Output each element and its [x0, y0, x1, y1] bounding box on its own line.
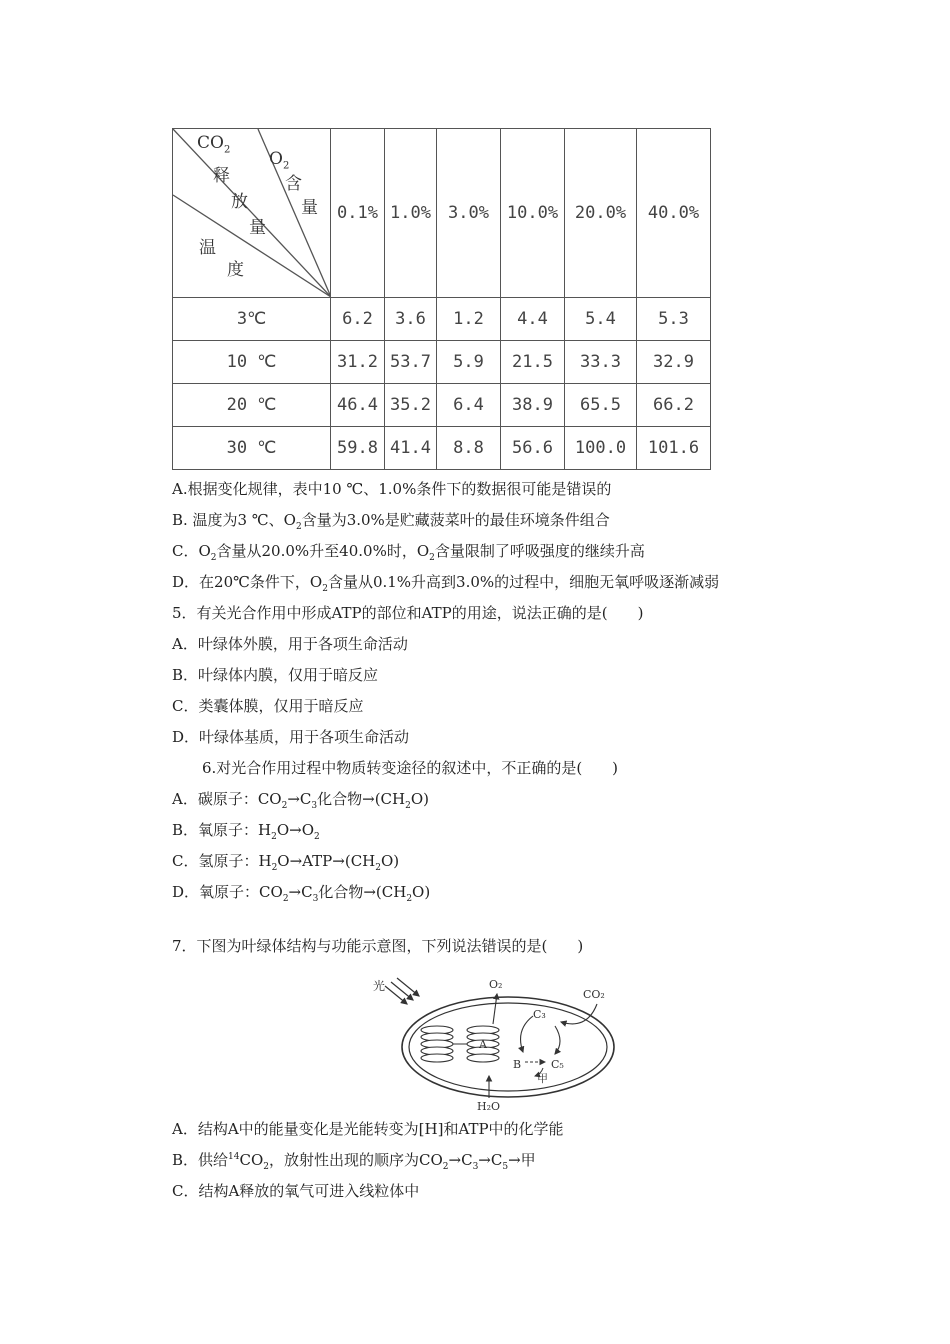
q6-option-c: C．氢原子：$H_2O\to ATP\to(CH_2O)$	[172, 852, 400, 873]
label-a: A	[479, 1038, 487, 1051]
corner-wen: 温	[199, 238, 216, 258]
label-o2: O₂	[489, 978, 503, 991]
table-cell: 59.8	[331, 427, 385, 470]
corner-o2: $O_2$	[269, 149, 290, 172]
o2-arrow	[493, 994, 497, 1024]
column-header: 40.0%	[637, 129, 711, 298]
corner-co2: $CO_2$	[197, 133, 231, 156]
table-row	[173, 341, 711, 384]
table-cell: 21.5	[501, 341, 565, 384]
column-header: 3.0%	[437, 129, 501, 298]
q4-option-a: A.根据变化规律，表中10 ℃、1.0%条件下的数据很可能是错误的	[172, 480, 612, 498]
granum-left	[421, 1026, 453, 1062]
table-cell: 41.4	[385, 427, 437, 470]
label-jia: 甲	[537, 1072, 548, 1085]
column-header: 0.1%	[331, 129, 385, 298]
row-temp: 3℃	[173, 298, 331, 341]
q7-stem: 7．下图为叶绿体结构与功能示意图，下列说法错误的是( )	[172, 937, 584, 955]
table-header-row	[173, 129, 711, 298]
table-cell: 5.9	[437, 341, 501, 384]
light-arrows	[385, 978, 419, 1004]
table-cell: 35.2	[385, 384, 437, 427]
q4-option-d: D．在20℃条件下，$O_2$含量从0.1%升高到3.0%的过程中，细胞无氧呼吸逐渐减弱	[172, 573, 720, 594]
table-cell: 33.3	[565, 341, 637, 384]
column-header: 20.0%	[565, 129, 637, 298]
table-cell: 65.5	[565, 384, 637, 427]
label-b: B	[513, 1058, 522, 1071]
table-cell: 6.2	[331, 298, 385, 341]
q7-option-b: B．供给$^{14}CO_2$，放射性出现的顺序为$CO_2\to C_3\to C_5\to$甲	[172, 1151, 536, 1172]
table-row	[173, 427, 711, 470]
c3-to-a-arrow	[521, 1016, 533, 1052]
column-header: 1.0%	[385, 129, 437, 298]
table-cell: 4.4	[501, 298, 565, 341]
corner-fang: 放	[231, 192, 248, 212]
table-cell: 101.6	[637, 427, 711, 470]
q4-option-b: B. 温度为3 ℃、$O_2$含量为3.0%是贮藏菠菜叶的最佳环境条件组合	[172, 511, 610, 532]
table-corner-cell	[173, 129, 331, 298]
table-cell: 6.4	[437, 384, 501, 427]
table-cell: 31.2	[331, 341, 385, 384]
label-h2o: H₂O	[477, 1100, 501, 1112]
table-cell: 100.0	[565, 427, 637, 470]
q4-option-c: C．$O_2$含量从20.0%升至40.0%时，$O_2$含量限制了呼吸强度的继续升高	[172, 542, 645, 563]
corner-liang2: 量	[301, 198, 318, 218]
corner-shi: 释	[213, 166, 230, 186]
table-cell: 32.9	[637, 341, 711, 384]
q5-option-d: D．叶绿体基质，用于各项生命活动	[172, 728, 410, 746]
q6-option-b: B．氧原子：$H_2O\to O_2$	[172, 821, 320, 842]
table-cell: 38.9	[501, 384, 565, 427]
row-temp: 30 ℃	[173, 427, 331, 470]
q7-option-c: C．结构A释放的氧气可进入线粒体中	[172, 1182, 420, 1200]
table-row	[173, 384, 711, 427]
table-cell: 8.8	[437, 427, 501, 470]
table-cell: 1.2	[437, 298, 501, 341]
q5-option-b: B．叶绿体内膜，仅用于暗反应	[172, 666, 379, 684]
q7-option-a: A．结构A中的能量变化是光能转变为[H]和ATP中的化学能	[172, 1120, 564, 1138]
data-table	[172, 128, 711, 470]
table-cell: 5.4	[565, 298, 637, 341]
table-cell: 5.3	[637, 298, 711, 341]
c3-to-c5-arrow	[555, 1026, 560, 1054]
table-cell: 66.2	[637, 384, 711, 427]
q6-option-a: A．碳原子：$CO_2\to C_3$化合物$\to(CH_2O)$	[172, 790, 429, 811]
table-cell: 46.4	[331, 384, 385, 427]
q5-stem: 5．有关光合作用中形成ATP的部位和ATP的用途，说法正确的是( )	[172, 604, 644, 622]
corner-du: 度	[227, 260, 244, 280]
table-cell: 56.6	[501, 427, 565, 470]
q6-option-d: D．氧原子：$CO_2\to C_3$化合物$\to(CH_2O)$	[172, 883, 431, 904]
label-c3: C₃	[533, 1008, 546, 1021]
table-cell: 3.6	[385, 298, 437, 341]
q5-option-c: C．类囊体膜，仅用于暗反应	[172, 697, 364, 715]
column-header: 10.0%	[501, 129, 565, 298]
light-label: 光	[373, 979, 386, 993]
q5-option-a: A．叶绿体外膜，用于各项生命活动	[172, 635, 408, 653]
row-temp: 20 ℃	[173, 384, 331, 427]
table-cell: 53.7	[385, 341, 437, 384]
q6-stem: 6.对光合作用过程中物质转变途径的叙述中，不正确的是( )	[202, 759, 619, 777]
corner-han: 含	[285, 174, 302, 194]
label-c5: C₅	[551, 1058, 564, 1071]
chloroplast-diagram	[365, 972, 615, 1112]
table-row	[173, 298, 711, 341]
co2-arrow	[561, 1004, 597, 1024]
corner-liang1: 量	[249, 218, 266, 238]
row-temp: 10 ℃	[173, 341, 331, 384]
label-co2: CO₂	[583, 988, 605, 1001]
